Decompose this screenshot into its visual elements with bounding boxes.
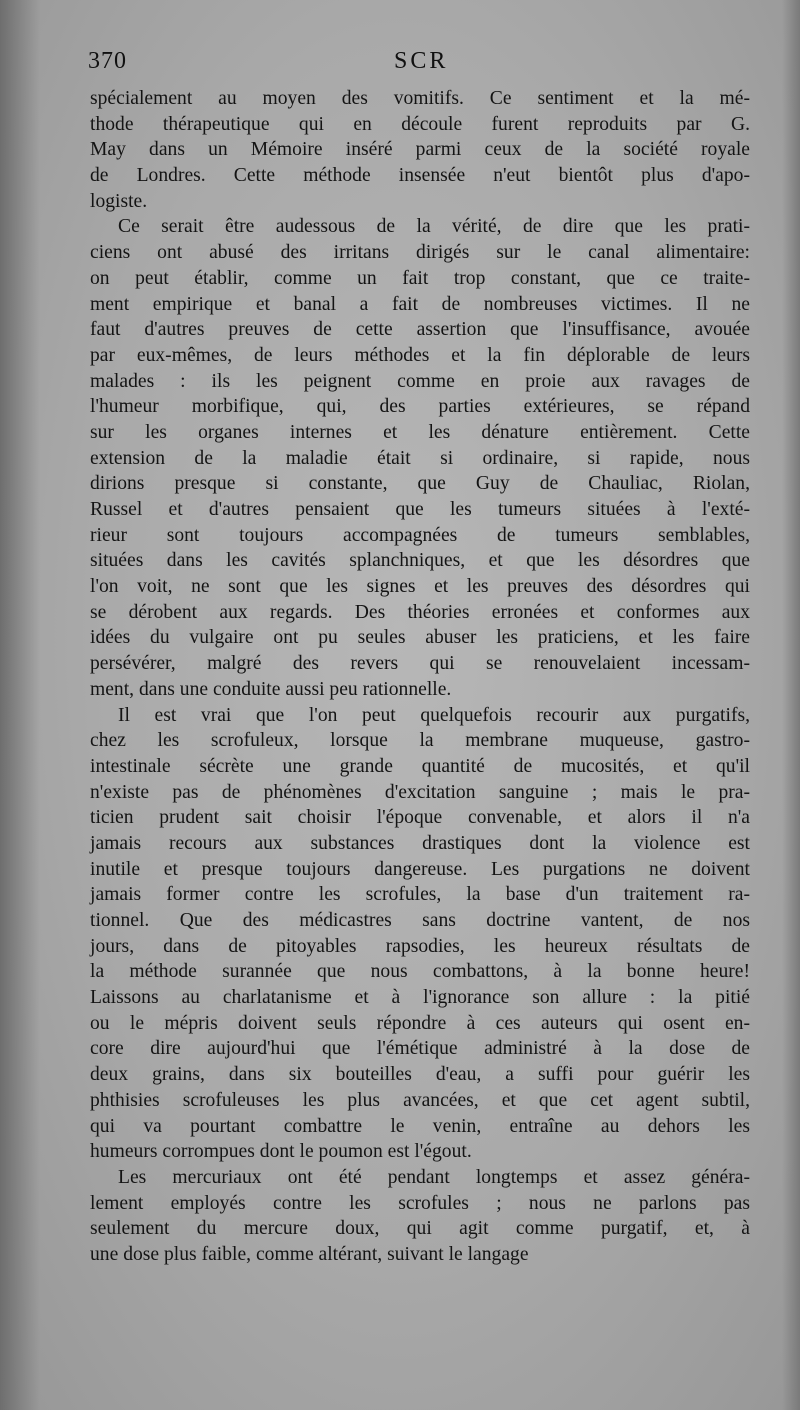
text-line: n'existe pas de phénomènes d'excitation sanguine ; mais le pra- [90, 781, 750, 803]
binding-shadow [0, 0, 40, 1410]
text-line: ment empirique et banal a fait de nombreuses victimes. Il ne [90, 293, 750, 315]
text-line: on peut établir, comme un fait trop constant, que ce traite- [90, 267, 750, 289]
text-line: l'humeur morbifique, qui, des parties extérieures, se répand [90, 396, 750, 418]
text-line: par eux-mêmes, de leurs méthodes et la fin déplorable de leurs [90, 344, 750, 366]
running-head: SCR [394, 48, 449, 74]
text-line: seulement du mercure doux, qui agit comme purgatif, et, à [90, 1218, 750, 1240]
text-line: malades : ils les peignent comme en proie aux ravages de [90, 370, 750, 392]
paragraph [90, 1165, 750, 1268]
text-line: dirions presque si constante, que Guy de Chauliac, Riolan, [90, 473, 750, 495]
text-line: May dans un Mémoire inséré parmi ceux de la société royale [90, 139, 750, 161]
text-line: lement employés contre les scrofules ; nous ne parlons pas [90, 1192, 750, 1214]
paragraph [90, 86, 750, 214]
text-line: ou le mépris doivent seuls répondre à ces auteurs qui osent en- [90, 1012, 750, 1034]
text-line: ticien prudent sait choisir l'époque convenable, et alors il n'a [90, 807, 750, 829]
paragraph [90, 214, 750, 702]
text-line: tionnel. Que des médicastres sans doctrine vantent, de nos [90, 910, 750, 931]
text-line: persévérer, malgré des revers qui se renouvelaient incessam- [90, 653, 750, 675]
text-line: humeurs corrompues dont le poumon est l'égout. [90, 1141, 472, 1163]
text-line: situées dans les cavités splanchniques, et que les désordres que [90, 550, 750, 572]
text-line: phthisies scrofuleuses les plus avancées, et que cet agent subtil, [90, 1089, 750, 1111]
text-line: spécialement au moyen des vomitifs. Ce sentiment et la mé- [90, 88, 750, 109]
text-line: thode thérapeutique qui en découle furent reproduits par G. [90, 113, 750, 135]
text-line: logiste. [90, 190, 148, 212]
text-line: qui va pourtant combattre le venin, entraîne au dehors les [90, 1115, 750, 1137]
text-line: de Londres. Cette méthode insensée n'eut bientôt plus d'apo- [90, 165, 750, 187]
text-line: jamais recours aux substances drastiques dont la violence est [90, 832, 750, 854]
text-line: la méthode surannée que nous combattons, à la bonne heure! [90, 961, 750, 983]
text-line: Il est vrai que l'on peut quelquefois recourir aux purgatifs, [118, 704, 750, 726]
page-number: 370 [88, 48, 127, 74]
text-line: extension de la maladie était si ordinaire, si rapide, nous [90, 447, 750, 469]
text-line: inutile et presque toujours dangereuse. Les purgations ne doivent [90, 858, 750, 880]
text-line: ciens ont abusé des irritans dirigés sur le canal alimentaire: [90, 242, 750, 264]
text-line: l'on voit, ne sont que les signes et les preuves des désordres qui [90, 576, 750, 598]
text-line: une dose plus faible, comme altérant, suivant le langage [90, 1243, 529, 1265]
text-line: Laissons au charlatanisme et à l'ignorance son allure : la pitié [90, 987, 750, 1009]
text-line: sur les organes internes et les dénature entièrement. Cette [90, 421, 750, 443]
text-line: intestinale sécrète une grande quantité de mucosités, et qu'il [90, 755, 750, 777]
text-line: core dire aujourd'hui que l'émétique administré à la dose de [90, 1038, 750, 1060]
page-edge-shadow [782, 0, 800, 1410]
paragraph [90, 703, 750, 1165]
page-header [88, 48, 753, 82]
text-line: ment, dans une conduite aussi peu rationnelle. [90, 678, 452, 700]
text-line: Russel et d'autres pensaient que les tumeurs situées à l'exté- [90, 499, 750, 520]
text-line: idées du vulgaire ont pu seules abuser les praticiens, et les faire [90, 627, 750, 649]
body-text [90, 86, 750, 1268]
text-line: se dérobent aux regards. Des théories erronées et conformes aux [90, 601, 750, 623]
text-line: jours, dans de pitoyables rapsodies, les heureux résultats de [90, 935, 750, 957]
text-line: chez les scrofuleux, lorsque la membrane muqueuse, gastro- [90, 730, 750, 752]
text-line: jamais former contre les scrofules, la base d'un traitement ra- [90, 884, 750, 906]
text-line: rieur sont toujours accompagnées de tumeurs semblables, [90, 524, 750, 546]
text-line: Ce serait être audessous de la vérité, de dire que les prati- [118, 216, 750, 238]
text-line: Les mercuriaux ont été pendant longtemps et assez généra- [118, 1166, 750, 1188]
text-line: faut d'autres preuves de cette assertion que l'insuffisance, avouée [90, 319, 750, 341]
text-line: deux grains, dans six bouteilles d'eau, a suffi pour guérir les [90, 1064, 750, 1086]
